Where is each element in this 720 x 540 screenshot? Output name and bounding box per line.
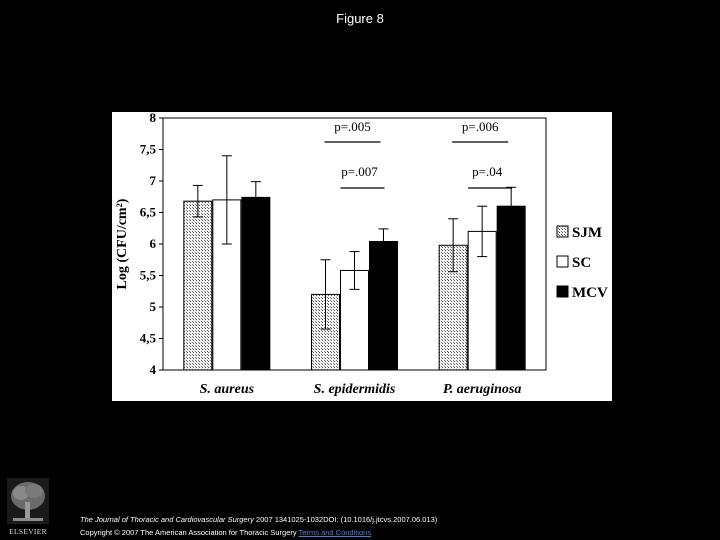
copyright-text: Copyright © 2007 The American Association for Thoracic Surgery	[80, 528, 297, 537]
legend-label-sc: SC	[572, 255, 592, 271]
bar-sjm	[184, 201, 212, 370]
y-tick-label: 4,5	[139, 330, 156, 346]
y-tick-label: 6	[149, 236, 156, 251]
bar-mcv	[370, 241, 398, 370]
bar-chart	[112, 112, 612, 401]
y-tick-label: 7,5	[139, 141, 156, 157]
y-tick-label: 8	[149, 112, 156, 125]
p-value-label: p=.04	[472, 164, 503, 179]
publisher-name: ELSEVIER	[9, 527, 47, 536]
legend-label-mcv: MCV	[572, 285, 608, 301]
x-tick-label: P. aeruginosa	[443, 382, 522, 397]
y-axis-title: Log (CFU/cm²)	[115, 198, 130, 290]
y-tick-label: 5,5	[139, 267, 156, 283]
copyright-line	[80, 526, 437, 539]
x-tick-label: S. aureus	[199, 382, 255, 397]
journal-name: The Journal of Thoracic and Cardiovascular Surgery	[80, 515, 254, 524]
citation-doi: 2007 1341025-1032DOI: (10.1016/j.jtcvs.2007.06.013)	[253, 515, 438, 524]
p-value-label: p=.007	[341, 164, 378, 179]
legend-swatch-sc	[557, 256, 568, 267]
y-tick-label: 5	[149, 299, 156, 314]
y-tick-label: 7	[149, 173, 156, 188]
terms-link[interactable]: Terms and Conditions	[298, 528, 372, 537]
bar-mcv	[497, 206, 525, 370]
y-tick-label: 4	[149, 362, 156, 377]
p-value-label: p=.005	[334, 119, 371, 134]
legend-label-sjm: SJM	[572, 225, 602, 241]
bar-mcv	[242, 197, 270, 370]
legend-swatch-sjm	[557, 226, 568, 237]
slide-footer	[80, 513, 437, 539]
citation-line	[80, 513, 437, 526]
legend-swatch-mcv	[557, 286, 568, 297]
figure-panel	[112, 112, 612, 401]
x-tick-label: S. epidermidis	[313, 382, 396, 397]
y-tick-label: 6,5	[139, 204, 156, 220]
slide-title: Figure 8	[336, 11, 384, 26]
p-value-label: p=.006	[461, 119, 499, 134]
